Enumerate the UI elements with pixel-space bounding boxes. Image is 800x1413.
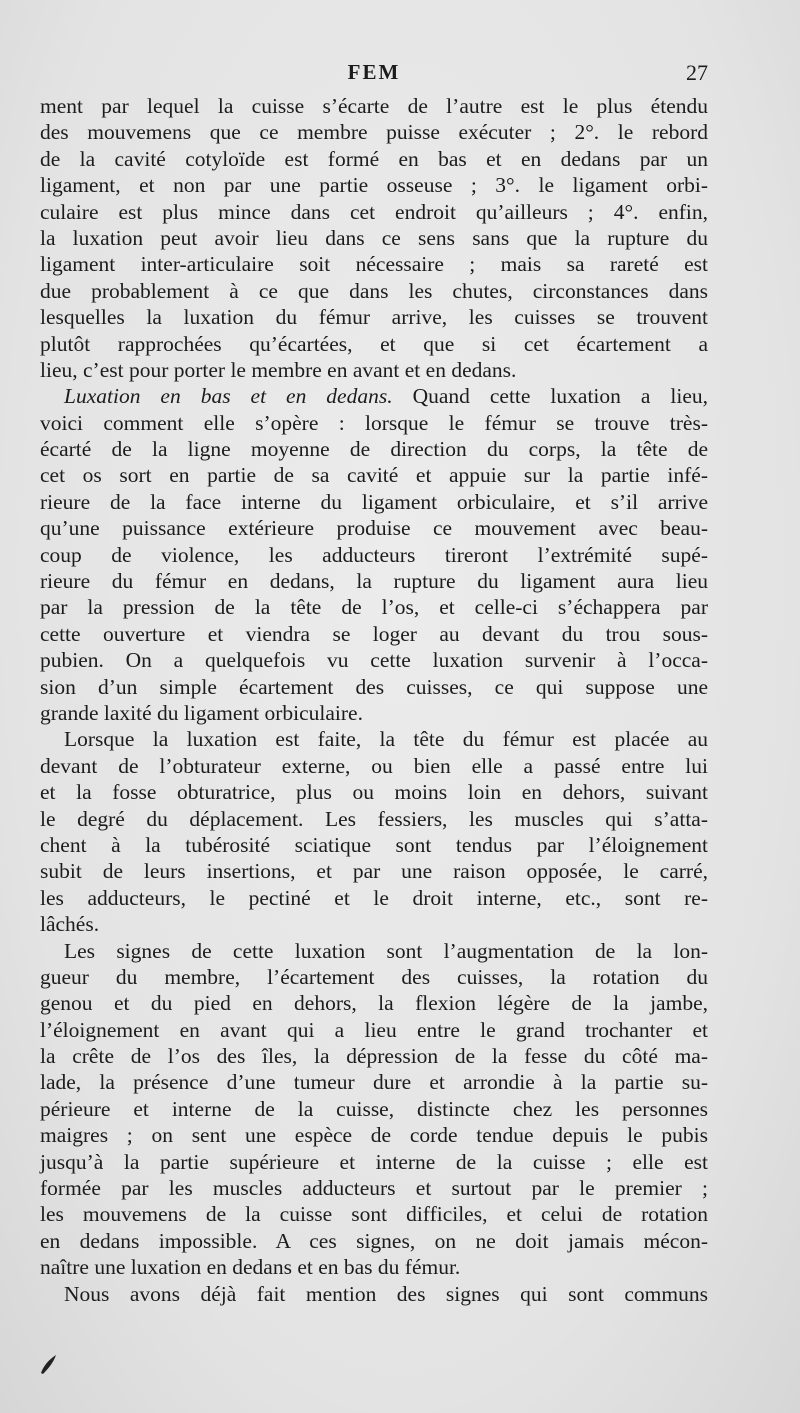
text-line: et la fosse obturatrice, plus ou moins loin en dehors, suivant: [40, 780, 708, 805]
text-line: lade, la présence d’une tumeur dure et arrondie à la partie su-: [40, 1070, 708, 1095]
text-line: coup de violence, les adducteurs tireront l’extrémité supé-: [40, 542, 708, 567]
text-line: ligament, et non par une partie osseuse ; 3°. le ligament orbi-: [40, 173, 708, 198]
text-line: écarté de la ligne moyenne de direction du corps, la tête de: [40, 437, 708, 462]
text-line: des mouvemens que ce membre puisse exécuter ; 2°. le rebord: [40, 120, 708, 145]
text-line: le degré du déplacement. Les fessiers, les muscles qui s’atta-: [40, 806, 708, 831]
text-line: naître une luxation en dedans et en bas du fémur.: [40, 1255, 461, 1280]
text-line: pubien. On a quelquefois vu cette luxation survenir à l’occa-: [40, 648, 708, 673]
text-line: Lorsque la luxation est faite, la tête du fémur est placée au: [64, 727, 708, 752]
text-line: par la pression de la tête de l’os, et celle-ci s’échappera par: [40, 595, 708, 620]
text-line: les adducteurs, le pectiné et le droit interne, etc., sont re-: [40, 885, 708, 910]
text-line: culaire est plus mince dans cet endroit qu’ailleurs ; 4°. enfin,: [40, 199, 708, 224]
text-line: les mouvemens de la cuisse sont difficiles, et celui de rotation: [40, 1202, 708, 1227]
paragraph-2: [40, 383, 708, 726]
text-line: jusqu’à la partie supérieure et interne de la cuisse ; elle est: [40, 1149, 708, 1174]
text-line: [40, 383, 708, 409]
text-line: formée par les muscles adducteurs et surtout par le premier ;: [40, 1176, 708, 1201]
text-line: grande laxité du ligament orbiculaire.: [40, 700, 363, 725]
text-line: chent à la tubérosité sciatique sont tendus par l’éloignement: [40, 832, 708, 857]
text-line: plutôt rapprochées qu’écartées, et que si cet écartement a: [40, 331, 708, 356]
text-line: due probablement à ce que dans les chutes, circonstances dans: [40, 278, 708, 303]
text-line: la luxation peut avoir lieu dans ce sens sans que la rupture du: [40, 225, 708, 250]
text-line: Les signes de cette luxation sont l’augmentation de la lon-: [64, 938, 708, 963]
text-line: devant de l’obturateur externe, ou bien elle a passé entre lui: [40, 753, 708, 778]
text-line: cet os sort en partie de sa cavité et appuie sur la partie infé-: [40, 463, 708, 488]
paragraph-1: [40, 93, 708, 383]
paragraph-3: [40, 726, 708, 937]
text-line: ment par lequel la cuisse s’écarte de l’autre est le plus étendu: [40, 94, 708, 118]
text-line: genou et du pied en dehors, la flexion légère de la jambe,: [40, 991, 708, 1016]
text-line: la crête de l’os des îles, la dépression de la fesse du côté ma-: [40, 1044, 708, 1069]
text-line: rieure du fémur en dedans, la rupture du ligament aura lieu: [40, 569, 708, 594]
text-line: maigres ; on sent une espèce de corde tendue depuis le pubis: [40, 1123, 708, 1148]
text-line: périeure et interne de la cuisse, distincte chez les personnes: [40, 1096, 708, 1121]
text-line: gueur du membre, l’écartement des cuisses, la rotation du: [40, 964, 708, 989]
text-line: subit de leurs insertions, et par une raison opposée, le carré,: [40, 859, 708, 884]
text-line: lâchés.: [40, 912, 100, 937]
text-line: lieu, c’est pour porter le membre en avant et en dedans.: [40, 357, 517, 382]
text-line: ligament inter-articulaire soit nécessaire ; mais sa rareté est: [40, 252, 708, 277]
page-number: 27: [686, 60, 708, 85]
body-text: [40, 93, 708, 1307]
text-line: qu’une puissance extérieure produise ce mouvement avec beau-: [40, 516, 708, 541]
text-line: de la cavité cotyloïde est formé en bas et en dedans par un: [40, 146, 708, 171]
text-line: sion d’un simple écartement des cuisses, ce qui suppose une: [40, 674, 708, 699]
italic-heading: Luxation en bas et en dedans.: [64, 384, 393, 409]
text-line: cette ouverture et viendra se loger au devant du trou sous-: [40, 621, 708, 646]
paragraph-5: [40, 1281, 708, 1307]
paragraph-4: [40, 938, 708, 1281]
ink-stain-mark: [38, 1352, 60, 1376]
text-line: rieure de la face interne du ligament orbiculaire, et s’il arrive: [40, 489, 708, 514]
text-run: Quand cette luxation a lieu,: [392, 384, 708, 409]
text-line: l’éloignement en avant qui a lieu entre le grand trochanter et: [40, 1017, 708, 1042]
text-line: en dedans impossible. A ces signes, on ne doit jamais mécon-: [40, 1228, 708, 1253]
text-line: lesquelles la luxation du fémur arrive, les cuisses se trouvent: [40, 305, 708, 330]
running-head: FEM: [347, 60, 401, 84]
page-header: [40, 60, 708, 88]
text-line: voici comment elle s’opère : lorsque le fémur se trouve très-: [40, 410, 708, 435]
text-line: Nous avons déjà fait mention des signes qui sont communs: [64, 1281, 708, 1306]
